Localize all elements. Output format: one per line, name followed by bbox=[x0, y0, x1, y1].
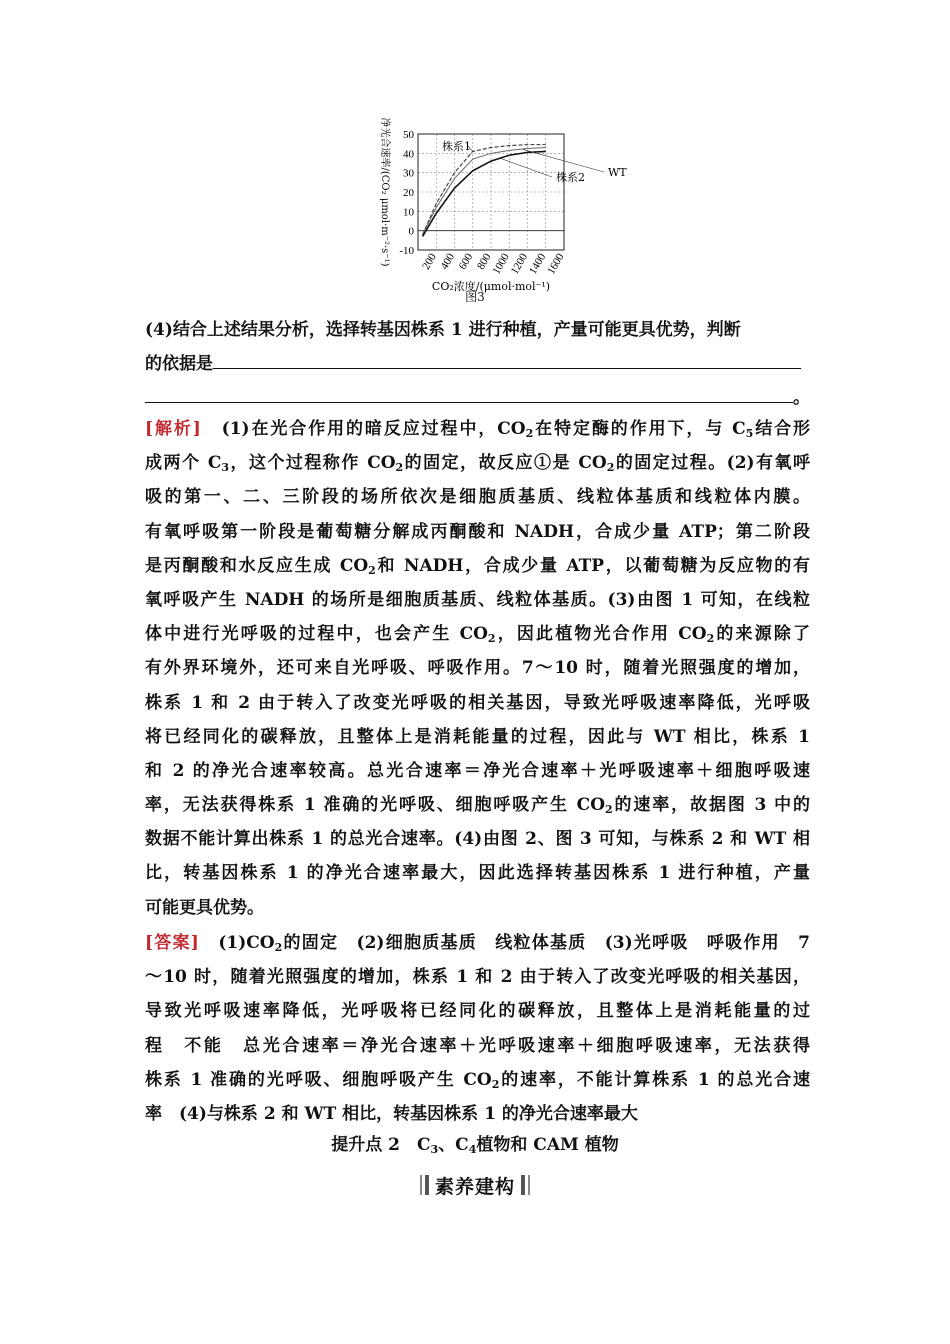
analysis-line-1 bbox=[145, 412, 810, 446]
series-label-2: WT bbox=[608, 166, 627, 179]
text-run: 在特定酶的作用下，与 C bbox=[533, 419, 746, 439]
x-tick-label: 1600 bbox=[545, 251, 567, 277]
y-tick-label: 20 bbox=[403, 187, 414, 199]
text-run: 的速率，不能计算株系 1 的总光合速 bbox=[499, 1069, 810, 1090]
analysis-line-15 bbox=[145, 891, 810, 925]
answer-blank-1[interactable] bbox=[213, 348, 801, 369]
figure-3-chart bbox=[352, 117, 627, 310]
answer-line-5 bbox=[145, 1063, 810, 1097]
analysis-line-13 bbox=[145, 822, 810, 856]
subscript: 3 bbox=[221, 461, 230, 475]
analysis-tag: [解析] bbox=[145, 419, 222, 439]
text-run: ，因此植物光合作用 CO bbox=[495, 624, 707, 645]
subscript: 4 bbox=[468, 1143, 477, 1156]
text-run: 和 NADH，合成少量 ATP，以葡萄糖为反应物的有 bbox=[375, 555, 810, 576]
answer-blank-2[interactable] bbox=[145, 382, 793, 403]
text-run: 的固定过程。(2)有氧呼 bbox=[614, 453, 811, 474]
text-run: 有外界环境外，还可来自光呼吸、呼吸作用。7～10 时，随着光照强度的增加， bbox=[145, 658, 810, 679]
series-leader-line bbox=[500, 158, 552, 177]
subscript: 2 bbox=[605, 803, 613, 817]
y-tick-label: 40 bbox=[403, 148, 414, 161]
x-tick-label: 800 bbox=[474, 251, 494, 272]
x-axis-label: CO₂浓度/(μmol·mol⁻¹) bbox=[431, 280, 551, 293]
text-run: 率，无法获得株系 1 准确的光呼吸、细胞呼吸产生 CO bbox=[145, 795, 606, 816]
analysis-line-14 bbox=[145, 856, 810, 890]
analysis-section bbox=[145, 412, 810, 925]
y-tick-label: -10 bbox=[399, 245, 414, 257]
series-label-1: 株系1 bbox=[442, 140, 471, 153]
banner-left-bars bbox=[420, 1175, 429, 1195]
question-4-suffix: 。 bbox=[793, 388, 810, 409]
text-run: 率 (4)与株系 2 和 WT 相比，转基因株系 1 的净光合速率最大 bbox=[145, 1103, 638, 1124]
subscript: 2 bbox=[606, 461, 615, 475]
text-run: 结合形 bbox=[753, 419, 811, 439]
title-run: 提升点 2 C bbox=[331, 1135, 431, 1155]
text-run: ，这个过程称作 CO bbox=[229, 453, 396, 474]
text-run: 的固定 (2)细胞质基质 线粒体基质 (3)光呼吸 呼吸作用 7 bbox=[282, 933, 810, 953]
subscript: 2 bbox=[395, 461, 404, 475]
y-tick-label: 0 bbox=[408, 225, 414, 238]
x-tick-label: 1400 bbox=[526, 251, 549, 277]
analysis-line-11 bbox=[145, 754, 810, 788]
analysis-line-3 bbox=[145, 480, 810, 514]
y-tick-label: 30 bbox=[403, 167, 414, 180]
subscript: 2 bbox=[487, 632, 496, 646]
question-4 bbox=[145, 313, 810, 416]
subscript: 2 bbox=[706, 632, 715, 646]
answer-tag: [答案] bbox=[145, 933, 219, 953]
text-run: 有氧呼吸第一阶段是葡萄糖分解成丙酮酸和 NADH，合成少量 ATP；第二阶段 bbox=[145, 521, 810, 542]
subscript: 5 bbox=[745, 427, 754, 440]
figure-caption: 图3 bbox=[465, 290, 485, 304]
text-run: 可能更具优势。 bbox=[145, 897, 264, 918]
section-title bbox=[0, 1130, 950, 1155]
text-run: 的来源除了 bbox=[714, 624, 810, 645]
text-run: (1)CO bbox=[218, 933, 275, 953]
subscript: 2 bbox=[525, 427, 534, 440]
text-run: 株系 1 和 2 由于转入了改变光呼吸的相关基因，导致光呼吸速率降低，光呼吸 bbox=[145, 692, 810, 713]
analysis-line-12 bbox=[145, 788, 810, 822]
analysis-line-9 bbox=[145, 686, 810, 720]
series-label-3: 株系2 bbox=[556, 171, 585, 184]
text-run: 体中进行光呼吸的过程中，也会产生 CO bbox=[145, 624, 488, 645]
question-4-line-1: (4)结合上述结果分析，选择转基因株系 1 进行种植，产量可能更具优势，判断 bbox=[145, 320, 741, 340]
text-run: 程 不能 总光合速率＝净光合速率＋光呼吸速率＋细胞呼吸速率，无法获得 bbox=[145, 1035, 810, 1056]
question-4-prefix: 的依据是 bbox=[145, 354, 213, 375]
x-tick-label: 1000 bbox=[490, 251, 512, 277]
section-banner bbox=[408, 1170, 542, 1200]
y-tick-label: 50 bbox=[403, 129, 414, 141]
x-tick-label: 400 bbox=[438, 251, 458, 272]
x-tick-label: 1200 bbox=[508, 251, 531, 277]
y-axis-label: 净光合速率/(CO₂ μmol·m⁻²·s⁻¹) bbox=[379, 117, 390, 267]
analysis-line-8 bbox=[145, 651, 810, 685]
subscript: 2 bbox=[274, 941, 283, 954]
text-run: 株系 1 准确的光呼吸、细胞呼吸产生 CO bbox=[145, 1069, 492, 1090]
analysis-line-10 bbox=[145, 720, 810, 754]
text-run: 氧呼吸产生 NADH 的场所是细胞质基质、线粒体基质。(3)由图 1 可知，在线粒 bbox=[145, 589, 810, 610]
answer-section bbox=[145, 926, 810, 1131]
text-run: 的速率，故据图 3 中的 bbox=[612, 795, 811, 816]
series-leader-line bbox=[523, 149, 604, 172]
x-tick-label: 200 bbox=[420, 251, 439, 272]
title-run: 、C bbox=[438, 1135, 469, 1155]
subscript: 3 bbox=[430, 1143, 439, 1156]
answer-line-2 bbox=[145, 960, 810, 994]
text-run: ～10 时，随着光照强度的增加，株系 1 和 2 由于转入了改变光呼吸的相关基因， bbox=[145, 967, 810, 988]
text-run: 吸的第一、二、三阶段的场所依次是细胞质基质、线粒体基质和线粒体内膜。 bbox=[145, 487, 810, 508]
answer-line-4 bbox=[145, 1029, 810, 1063]
subscript: 2 bbox=[368, 563, 376, 577]
text-run: 和 2 的净光合速率较高。总光合速率＝净光合速率＋光呼吸速率＋细胞呼吸速 bbox=[145, 760, 810, 781]
question-4-line-3 bbox=[145, 381, 810, 415]
question-4-line-2 bbox=[145, 347, 810, 381]
banner-text: 素养建构 bbox=[434, 1175, 515, 1198]
analysis-line-6 bbox=[145, 583, 810, 617]
text-run: 比，转基因株系 1 的净光合速率最大，因此选择转基因株系 1 进行种植，产量 bbox=[145, 863, 810, 884]
analysis-line-4 bbox=[145, 515, 810, 549]
analysis-line-2 bbox=[145, 446, 810, 480]
text-run: 是丙酮酸和水反应生成 CO bbox=[145, 555, 369, 576]
x-tick-label: 600 bbox=[456, 251, 476, 272]
title-run: 植物和 CAM 植物 bbox=[476, 1135, 619, 1155]
analysis-line-7 bbox=[145, 617, 810, 651]
answer-line-6 bbox=[145, 1097, 810, 1131]
text-run: 将已经同化的碳释放，且整体上是消耗能量的过程，因此与 WT 相比，株系 1 bbox=[145, 726, 810, 747]
chart-svg bbox=[352, 117, 627, 294]
y-tick-label: 10 bbox=[403, 206, 414, 219]
subscript: 2 bbox=[491, 1077, 500, 1091]
answer-line-3 bbox=[145, 994, 810, 1028]
text-run: 导致光呼吸速率降低，光呼吸将已经同化的碳释放，且整体上是消耗能量的过 bbox=[145, 1001, 810, 1022]
text-run: 数据不能计算出株系 1 的总光合速率。(4)由图 2、图 3 可知，与株系 2 和 WT 相 bbox=[145, 829, 810, 850]
answer-line-1 bbox=[145, 926, 810, 960]
banner-right-bars bbox=[521, 1175, 530, 1195]
text-run: 成两个 C bbox=[145, 453, 222, 474]
analysis-line-5 bbox=[145, 549, 810, 583]
text-run: (1)在光合作用的暗反应过程中，CO bbox=[221, 419, 526, 439]
text-run: 的固定，故反应①是 CO bbox=[403, 453, 607, 474]
